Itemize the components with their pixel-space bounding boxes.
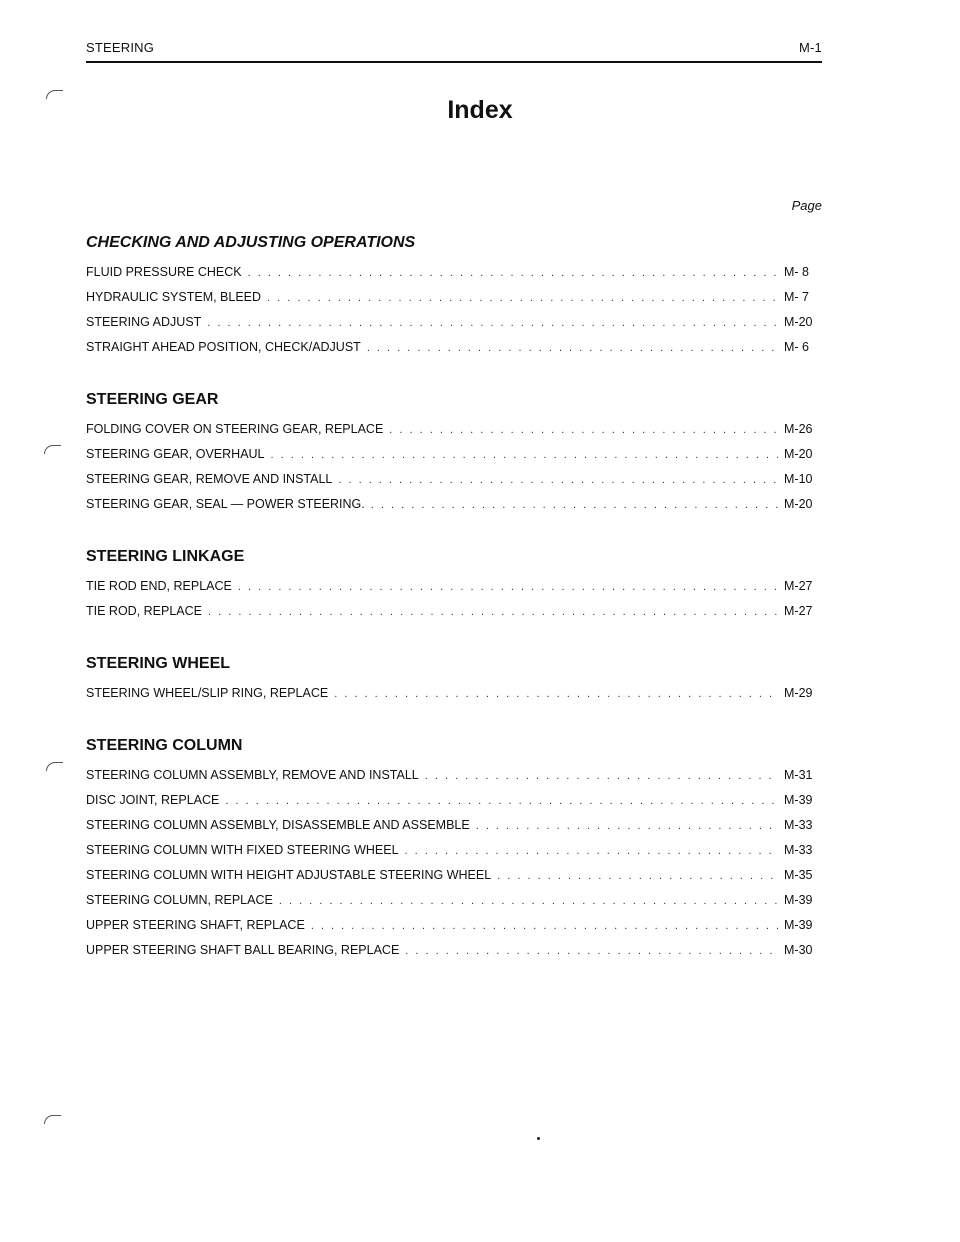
entry-page-number: M-31 <box>784 768 813 782</box>
entry-label: STEERING COLUMN WITH FIXED STEERING WHEEL <box>86 843 399 857</box>
dot-leader <box>389 418 778 443</box>
dot-leader <box>405 939 778 964</box>
entry-page-number: M- 8 <box>784 265 809 279</box>
dot-leader <box>267 286 778 311</box>
toc-entry <box>86 938 822 963</box>
entry-label: STEERING ADJUST <box>86 315 202 329</box>
margin-mark <box>44 1115 61 1124</box>
entry-label: STEERING GEAR, SEAL — POWER STEERING. <box>86 497 365 511</box>
entry-label: HYDRAULIC SYSTEM, BLEED <box>86 290 262 304</box>
toc-section <box>86 653 822 706</box>
toc-section <box>86 735 822 963</box>
toc-entry <box>86 838 822 863</box>
entry-page-number: M-39 <box>784 893 813 907</box>
toc-section <box>86 389 822 517</box>
dot-leader <box>371 493 778 518</box>
dot-leader <box>425 764 778 789</box>
dot-leader <box>225 789 778 814</box>
toc-entry <box>86 335 822 360</box>
toc-entry <box>86 888 822 913</box>
toc-entry <box>86 467 822 492</box>
entry-page-number: M-33 <box>784 843 813 857</box>
section-title: STEERING COLUMN <box>86 737 243 754</box>
toc-entry <box>86 310 822 335</box>
entry-label: UPPER STEERING SHAFT BALL BEARING, REPLACE <box>86 943 400 957</box>
toc-entry <box>86 442 822 467</box>
entry-page-number: M-39 <box>784 793 813 807</box>
entry-page-number: M- 7 <box>784 290 809 304</box>
page-header <box>86 40 822 55</box>
section-title: CHECKING AND ADJUSTING OPERATIONS <box>86 234 416 251</box>
section-title: STEERING LINKAGE <box>86 548 245 565</box>
entry-label: TIE ROD END, REPLACE <box>86 579 232 593</box>
dot-leader <box>207 311 778 336</box>
entry-page-number: M-33 <box>784 818 813 832</box>
entry-page-number: M-20 <box>784 497 813 511</box>
entry-page-number: M-29 <box>784 686 813 700</box>
entry-label: STEERING COLUMN ASSEMBLY, REMOVE AND INSTALL <box>86 768 419 782</box>
dot-leader <box>208 600 778 625</box>
dot-leader <box>311 914 778 939</box>
dot-leader <box>238 575 778 600</box>
entry-page-number: M-39 <box>784 918 813 932</box>
entry-page-number: M-35 <box>784 868 813 882</box>
dot-leader <box>476 814 778 839</box>
entry-label: UPPER STEERING SHAFT, REPLACE <box>86 918 305 932</box>
section-title: STEERING GEAR <box>86 391 219 408</box>
entry-label: FLUID PRESSURE CHECK <box>86 265 242 279</box>
dot-leader <box>405 839 778 864</box>
dot-leader <box>338 468 778 493</box>
entry-page-number: M-26 <box>784 422 813 436</box>
dot-leader <box>367 336 778 361</box>
margin-mark <box>44 445 61 454</box>
page-title: Index <box>447 96 513 124</box>
entry-page-number: M-27 <box>784 579 813 593</box>
entry-page-number: M-10 <box>784 472 813 486</box>
entry-label: FOLDING COVER ON STEERING GEAR, REPLACE <box>86 422 384 436</box>
dot-leader <box>271 443 778 468</box>
page-column-label: Page <box>791 198 822 213</box>
toc-entry <box>86 681 822 706</box>
entry-label: STRAIGHT AHEAD POSITION, CHECK/ADJUST <box>86 340 361 354</box>
entry-label: STEERING GEAR, OVERHAUL <box>86 447 265 461</box>
toc-entry <box>86 417 822 442</box>
dot-leader <box>279 889 778 914</box>
toc-entry <box>86 863 822 888</box>
dot-leader <box>334 682 778 707</box>
toc-section <box>86 232 822 360</box>
header-section-name: STEERING <box>86 40 155 55</box>
entry-page-number: M-20 <box>784 315 813 329</box>
header-page-number: M-1 <box>799 40 822 55</box>
toc-section <box>86 546 822 624</box>
entry-page-number: M-30 <box>784 943 813 957</box>
toc-entry <box>86 599 822 624</box>
toc-entry <box>86 260 822 285</box>
entry-label: STEERING COLUMN ASSEMBLY, DISASSEMBLE AND ASSEMBLE <box>86 818 470 832</box>
toc-entry <box>86 913 822 938</box>
entry-label: DISC JOINT, REPLACE <box>86 793 220 807</box>
entry-label: STEERING GEAR, REMOVE AND INSTALL <box>86 472 333 486</box>
toc-entry <box>86 492 822 517</box>
toc-entry <box>86 285 822 310</box>
entry-page-number: M- 6 <box>784 340 809 354</box>
entry-page-number: M-27 <box>784 604 813 618</box>
toc-entry <box>86 574 822 599</box>
margin-mark <box>46 762 63 771</box>
toc-entry <box>86 788 822 813</box>
section-title: STEERING WHEEL <box>86 655 231 672</box>
header-rule <box>86 61 822 63</box>
entry-label: STEERING COLUMN WITH HEIGHT ADJUSTABLE STEERING WHEEL <box>86 868 492 882</box>
dot-leader <box>248 261 778 286</box>
entry-page-number: M-20 <box>784 447 813 461</box>
table-of-contents <box>86 232 822 992</box>
entry-label: STEERING COLUMN, REPLACE <box>86 893 273 907</box>
entry-label: STEERING WHEEL/SLIP RING, REPLACE <box>86 686 329 700</box>
entry-label: TIE ROD, REPLACE <box>86 604 202 618</box>
toc-entry <box>86 763 822 788</box>
dot-leader <box>497 864 778 889</box>
toc-entry <box>86 813 822 838</box>
stray-dot <box>537 1137 540 1140</box>
